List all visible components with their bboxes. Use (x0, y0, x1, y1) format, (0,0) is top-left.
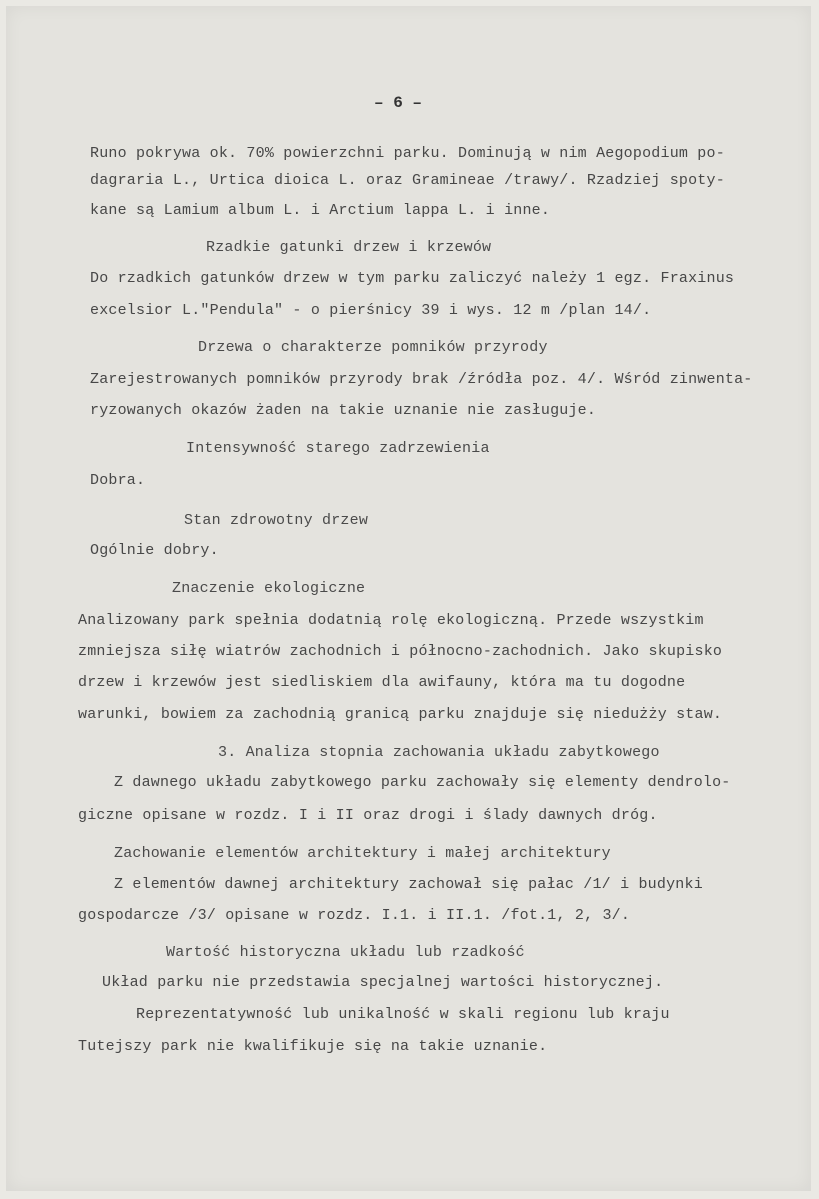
body-line: Do rzadkich gatunków drzew w tym parku zaliczyć należy 1 egz. Fraxinus (90, 270, 735, 287)
section-heading: Stan zdrowotny drzew (184, 512, 369, 529)
body-line: Układ parku nie przedstawia specjalnej wartości historycznej. (102, 974, 664, 991)
body-line: ryzowanych okazów żaden na takie uznanie nie zasługuje. (90, 402, 597, 419)
document-page (6, 6, 811, 1191)
section-heading: Zachowanie elementów architektury i małej architektury (114, 845, 611, 862)
body-line: Dobra. (90, 472, 146, 489)
body-line: Analizowany park spełnia dodatnią rolę ekologiczną. Przede wszystkim (78, 612, 704, 629)
section-heading: Drzewa o charakterze pomników przyrody (198, 339, 548, 356)
body-line: Z dawnego układu zabytkowego parku zachowały się elementy dendrolo- (114, 774, 731, 791)
body-line: Tutejszy park nie kwalifikuje się na takie uznanie. (78, 1038, 548, 1055)
body-line: dagraria L., Urtica dioica L. oraz Gramineae /trawy/. Rzadziej spoty- (90, 172, 725, 189)
body-line: giczne opisane w rozdz. I i II oraz drogi i ślady dawnych dróg. (78, 807, 658, 824)
body-line: warunki, bowiem za zachodnią granicą parku znajduje się niedużży staw. (78, 706, 723, 723)
body-line: excelsior L."Pendula" - o pierśnicy 39 i wys. 12 m /plan 14/. (90, 302, 652, 319)
body-line: Z elementów dawnej architektury zachował się pałac /1/ i budynki (114, 876, 703, 893)
body-line: Zarejestrowanych pomników przyrody brak /źródła poz. 4/. Wśród zinwenta- (90, 371, 753, 388)
body-line: zmniejsza siłę wiatrów zachodnich i północno-zachodnich. Jako skupisko (78, 643, 723, 660)
page-number: – 6 – (374, 94, 423, 112)
section-heading: Znaczenie ekologiczne (172, 580, 366, 597)
section-heading: Rzadkie gatunki drzew i krzewów (206, 239, 492, 256)
section-heading: Intensywność starego zadrzewienia (186, 440, 490, 457)
body-line: Ogólnie dobry. (90, 542, 219, 559)
body-line: gospodarcze /3/ opisane w rozdz. I.1. i II.1. /fot.1, 2, 3/. (78, 907, 631, 924)
body-line: Runo pokrywa ok. 70% powierzchni parku. Dominują w nim Aegopodium po- (90, 145, 725, 162)
section-heading: 3. Analiza stopnia zachowania układu zabytkowego (218, 744, 660, 761)
section-heading: Wartość historyczna układu lub rzadkość (166, 944, 525, 961)
body-line: drzew i krzewów jest siedliskiem dla awifauny, która ma tu dogodne (78, 674, 686, 691)
body-line: Reprezentatywność lub unikalność w skali regionu lub kraju (136, 1006, 670, 1023)
body-line: kane są Lamium album L. i Arctium lappa L. i inne. (90, 202, 551, 219)
